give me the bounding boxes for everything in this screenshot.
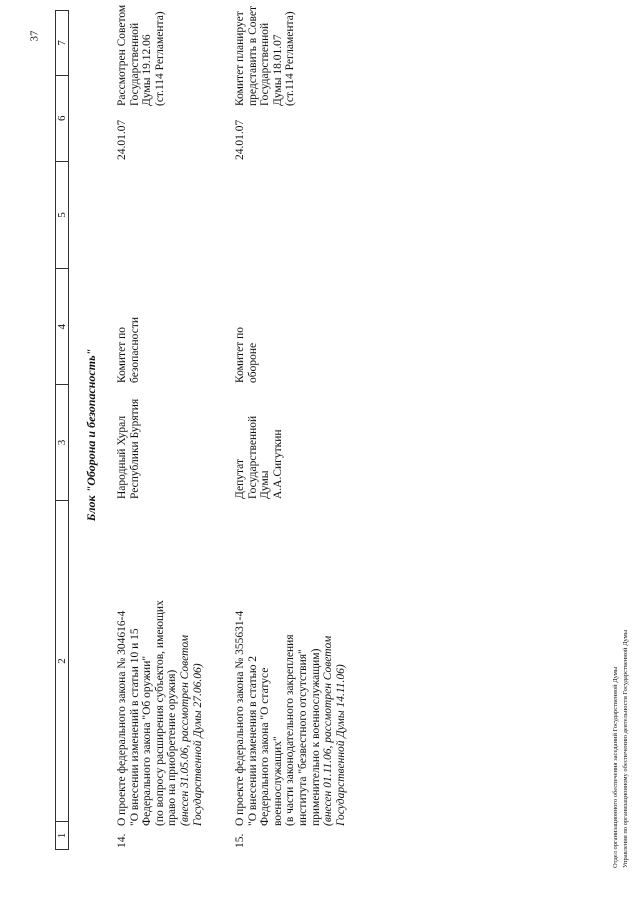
column-number: 1 bbox=[56, 821, 68, 849]
bill-note: (внесен 31.05.06, рассмотрен Советом bbox=[178, 634, 191, 826]
planned-date: 24.01.07 bbox=[116, 119, 128, 160]
column-number: 2 bbox=[56, 500, 68, 821]
responsible-committee: Комитет по обороне bbox=[234, 327, 259, 383]
column-number: 3 bbox=[56, 384, 68, 500]
bill-title: О проекте федерального закона № 355631-4 "О внесении изменения в статью 2 Федерального закона "О статусе военнослужащих" (в части законодательного закрепления института "безвестного отсутствия" применительно к военнослужащим) (внесен 01.11.06, рассмотрен Советом Государственной Думы 14.11.06) bbox=[234, 610, 347, 826]
bill-status: Комитет планирует представить в Совет Государственной Думы 18.01.07 (ст.114 Регламента) bbox=[234, 5, 297, 106]
bill-note: Государственной Думы 14.11.06) bbox=[334, 664, 347, 826]
column-number: 6 bbox=[56, 75, 68, 161]
bill-note: (внесен 01.11.06, рассмотрен Советом bbox=[322, 635, 335, 826]
footer-line-1: Отдел организационного обеспечения заседаний Государственной Думы bbox=[612, 666, 619, 868]
page-number: 37 bbox=[28, 30, 40, 42]
column-number-header bbox=[55, 10, 69, 850]
bill-status: Рассмотрен Советом Государственной Думы 19.12.06 (ст.114 Регламента) bbox=[116, 4, 166, 106]
bill-note: Государственной Думы 27.06.06) bbox=[191, 663, 204, 826]
responsible-committee: Комитет по безопасности bbox=[116, 316, 141, 383]
footer-line-2: Управления по организационному обеспечению деятельности Государственной Думы bbox=[622, 629, 629, 868]
planned-date: 24.01.07 bbox=[234, 119, 246, 160]
bill-title: О проекте федерального закона № 304616-4 "О внесении изменений в статьи 10 и 15 Федерального закона "Об оружии" (по вопросу расширения субъектов, имеющих право на приобретение оружия) (внесен 31.05.06, рассмотрен Советом Государственной Думы 27.06.06) bbox=[116, 600, 204, 826]
column-number: 4 bbox=[56, 268, 68, 384]
row-number: 14. bbox=[116, 833, 128, 848]
row-number: 15. bbox=[234, 833, 246, 848]
bill-author: Депутат Государственной Думы А.А.Сигуткин bbox=[234, 415, 284, 499]
bill-author: Народный Хурал Республики Бурятия bbox=[116, 398, 141, 499]
block-title: Блок "Оборона и безопасность" bbox=[84, 348, 98, 522]
column-number: 5 bbox=[56, 161, 68, 269]
column-number: 7 bbox=[56, 40, 68, 46]
